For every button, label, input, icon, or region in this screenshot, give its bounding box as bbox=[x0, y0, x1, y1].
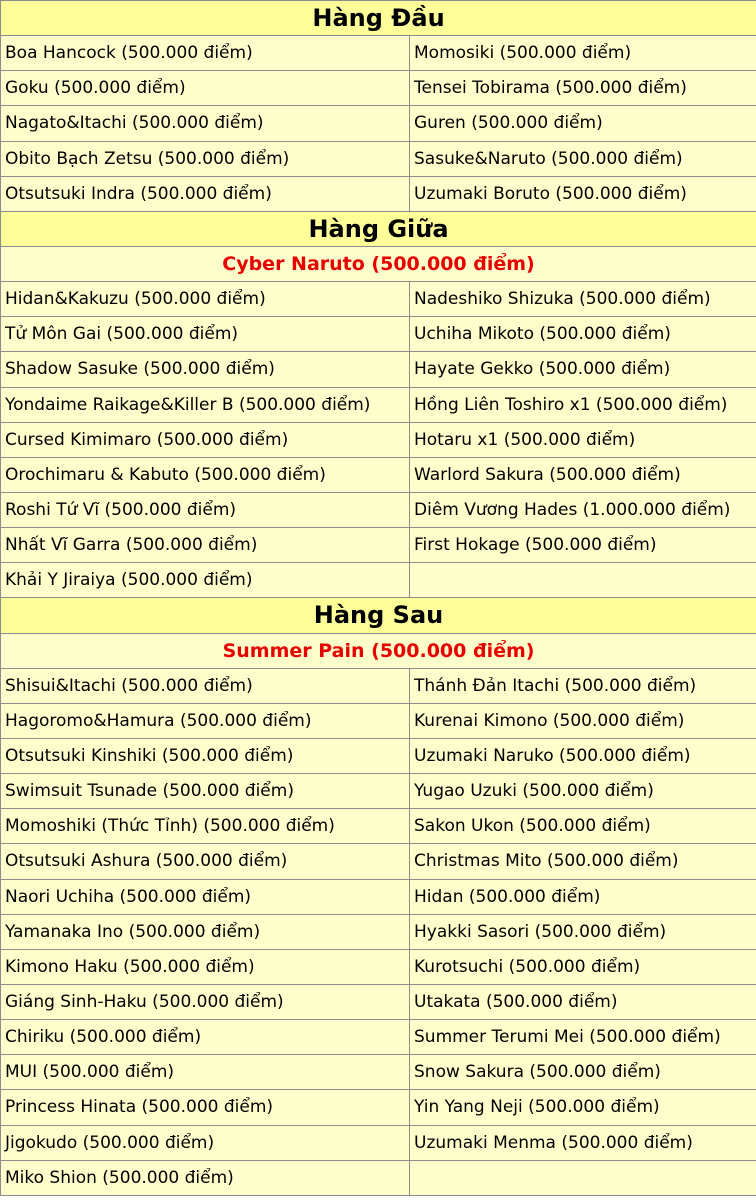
item-cell: Yondaime Raikage&Killer B (500.000 điểm) bbox=[1, 387, 410, 422]
section-header-row bbox=[1, 598, 756, 633]
item-cell: Shadow Sasuke (500.000 điểm) bbox=[1, 352, 410, 387]
item-cell: Hayate Gekko (500.000 điểm) bbox=[410, 352, 756, 387]
table-row bbox=[1, 176, 756, 211]
item-cell: First Hokage (500.000 điểm) bbox=[410, 528, 756, 563]
table-row bbox=[1, 282, 756, 317]
item-cell: Khải Y Jiraiya (500.000 điểm) bbox=[1, 563, 410, 598]
item-cell: Hyakki Sasori (500.000 điểm) bbox=[410, 914, 756, 949]
item-cell: Kurenai Kimono (500.000 điểm) bbox=[410, 703, 756, 738]
table-row bbox=[1, 1125, 756, 1160]
table-row bbox=[1, 738, 756, 773]
item-cell: Sasuke&Naruto (500.000 điểm) bbox=[410, 141, 756, 176]
table-row bbox=[1, 1090, 756, 1125]
item-cell: Momoshiki (Thức Tỉnh) (500.000 điểm) bbox=[1, 809, 410, 844]
section-title: Hàng Sau bbox=[1, 598, 756, 633]
item-cell: Kimono Haku (500.000 điểm) bbox=[1, 949, 410, 984]
item-cell: Orochimaru & Kabuto (500.000 điểm) bbox=[1, 457, 410, 492]
item-cell: Boa Hancock (500.000 điểm) bbox=[1, 36, 410, 71]
table-row bbox=[1, 528, 756, 563]
table-row bbox=[1, 317, 756, 352]
table-row bbox=[1, 492, 756, 527]
item-cell: Roshi Tứ Vĩ (500.000 điểm) bbox=[1, 492, 410, 527]
item-cell: Hotaru x1 (500.000 điểm) bbox=[410, 422, 756, 457]
item-cell: Hidan (500.000 điểm) bbox=[410, 879, 756, 914]
table-row bbox=[1, 563, 756, 598]
table-row bbox=[1, 457, 756, 492]
item-cell: Uzumaki Menma (500.000 điểm) bbox=[410, 1125, 756, 1160]
table-row bbox=[1, 668, 756, 703]
table-row bbox=[1, 71, 756, 106]
section-header-row bbox=[1, 1, 756, 36]
featured-item: Cyber Naruto (500.000 điểm) bbox=[1, 246, 756, 281]
item-cell: Swimsuit Tsunade (500.000 điểm) bbox=[1, 774, 410, 809]
item-cell: Chiriku (500.000 điểm) bbox=[1, 1020, 410, 1055]
item-cell: Summer Terumi Mei (500.000 điểm) bbox=[410, 1020, 756, 1055]
item-cell: Nagato&Itachi (500.000 điểm) bbox=[1, 106, 410, 141]
table-row bbox=[1, 984, 756, 1019]
section-title: Hàng Đầu bbox=[1, 1, 756, 36]
table-row bbox=[1, 809, 756, 844]
table-row bbox=[1, 106, 756, 141]
item-cell: Guren (500.000 điểm) bbox=[410, 106, 756, 141]
item-cell: Snow Sakura (500.000 điểm) bbox=[410, 1055, 756, 1090]
item-cell: Uzumaki Boruto (500.000 điểm) bbox=[410, 176, 756, 211]
item-cell: Diêm Vương Hades (1.000.000 điểm) bbox=[410, 492, 756, 527]
item-cell: Yugao Uzuki (500.000 điểm) bbox=[410, 774, 756, 809]
item-cell: Momosiki (500.000 điểm) bbox=[410, 36, 756, 71]
item-cell: Otsutsuki Ashura (500.000 điểm) bbox=[1, 844, 410, 879]
item-cell: Warlord Sakura (500.000 điểm) bbox=[410, 457, 756, 492]
table-row bbox=[1, 949, 756, 984]
empty-cell bbox=[410, 563, 756, 598]
item-cell: Thánh Đản Itachi (500.000 điểm) bbox=[410, 668, 756, 703]
item-cell: Jigokudo (500.000 điểm) bbox=[1, 1125, 410, 1160]
table-row bbox=[1, 879, 756, 914]
item-cell: Princess Hinata (500.000 điểm) bbox=[1, 1090, 410, 1125]
table-row bbox=[1, 703, 756, 738]
item-cell: Uchiha Mikoto (500.000 điểm) bbox=[410, 317, 756, 352]
item-cell: Obito Bạch Zetsu (500.000 điểm) bbox=[1, 141, 410, 176]
item-cell: Otsutsuki Indra (500.000 điểm) bbox=[1, 176, 410, 211]
table-row bbox=[1, 1020, 756, 1055]
table-row bbox=[1, 141, 756, 176]
featured-row bbox=[1, 246, 756, 281]
table-row bbox=[1, 1160, 756, 1195]
item-cell: Tensei Tobirama (500.000 điểm) bbox=[410, 71, 756, 106]
item-cell: MUI (500.000 điểm) bbox=[1, 1055, 410, 1090]
item-cell: Nadeshiko Shizuka (500.000 điểm) bbox=[410, 282, 756, 317]
table-row bbox=[1, 387, 756, 422]
item-cell: Yamanaka Ino (500.000 điểm) bbox=[1, 914, 410, 949]
item-cell: Hồng Liên Toshiro x1 (500.000 điểm) bbox=[410, 387, 756, 422]
empty-cell bbox=[410, 1160, 756, 1195]
item-cell: Goku (500.000 điểm) bbox=[1, 71, 410, 106]
table-row bbox=[1, 774, 756, 809]
item-cell: Shisui&Itachi (500.000 điểm) bbox=[1, 668, 410, 703]
featured-row bbox=[1, 633, 756, 668]
item-cell: Cursed Kimimaro (500.000 điểm) bbox=[1, 422, 410, 457]
item-cell: Naori Uchiha (500.000 điểm) bbox=[1, 879, 410, 914]
item-cell: Giáng Sinh-Haku (500.000 điểm) bbox=[1, 984, 410, 1019]
table-row bbox=[1, 844, 756, 879]
table-row bbox=[1, 352, 756, 387]
table-row bbox=[1, 914, 756, 949]
section-header-row bbox=[1, 211, 756, 246]
item-cell: Utakata (500.000 điểm) bbox=[410, 984, 756, 1019]
item-cell: Sakon Ukon (500.000 điểm) bbox=[410, 809, 756, 844]
item-cell: Hidan&Kakuzu (500.000 điểm) bbox=[1, 282, 410, 317]
table-row bbox=[1, 422, 756, 457]
item-cell: Yin Yang Neji (500.000 điểm) bbox=[410, 1090, 756, 1125]
item-cell: Christmas Mito (500.000 điểm) bbox=[410, 844, 756, 879]
table-row bbox=[1, 36, 756, 71]
featured-item: Summer Pain (500.000 điểm) bbox=[1, 633, 756, 668]
item-cell: Miko Shion (500.000 điểm) bbox=[1, 1160, 410, 1195]
item-cell: Hagoromo&Hamura (500.000 điểm) bbox=[1, 703, 410, 738]
item-cell: Tử Môn Gai (500.000 điểm) bbox=[1, 317, 410, 352]
item-cell: Nhất Vĩ Garra (500.000 điểm) bbox=[1, 528, 410, 563]
item-cell: Kurotsuchi (500.000 điểm) bbox=[410, 949, 756, 984]
section-title: Hàng Giữa bbox=[1, 211, 756, 246]
table-row bbox=[1, 1055, 756, 1090]
item-cell: Uzumaki Naruko (500.000 điểm) bbox=[410, 738, 756, 773]
item-cell: Otsutsuki Kinshiki (500.000 điểm) bbox=[1, 738, 410, 773]
